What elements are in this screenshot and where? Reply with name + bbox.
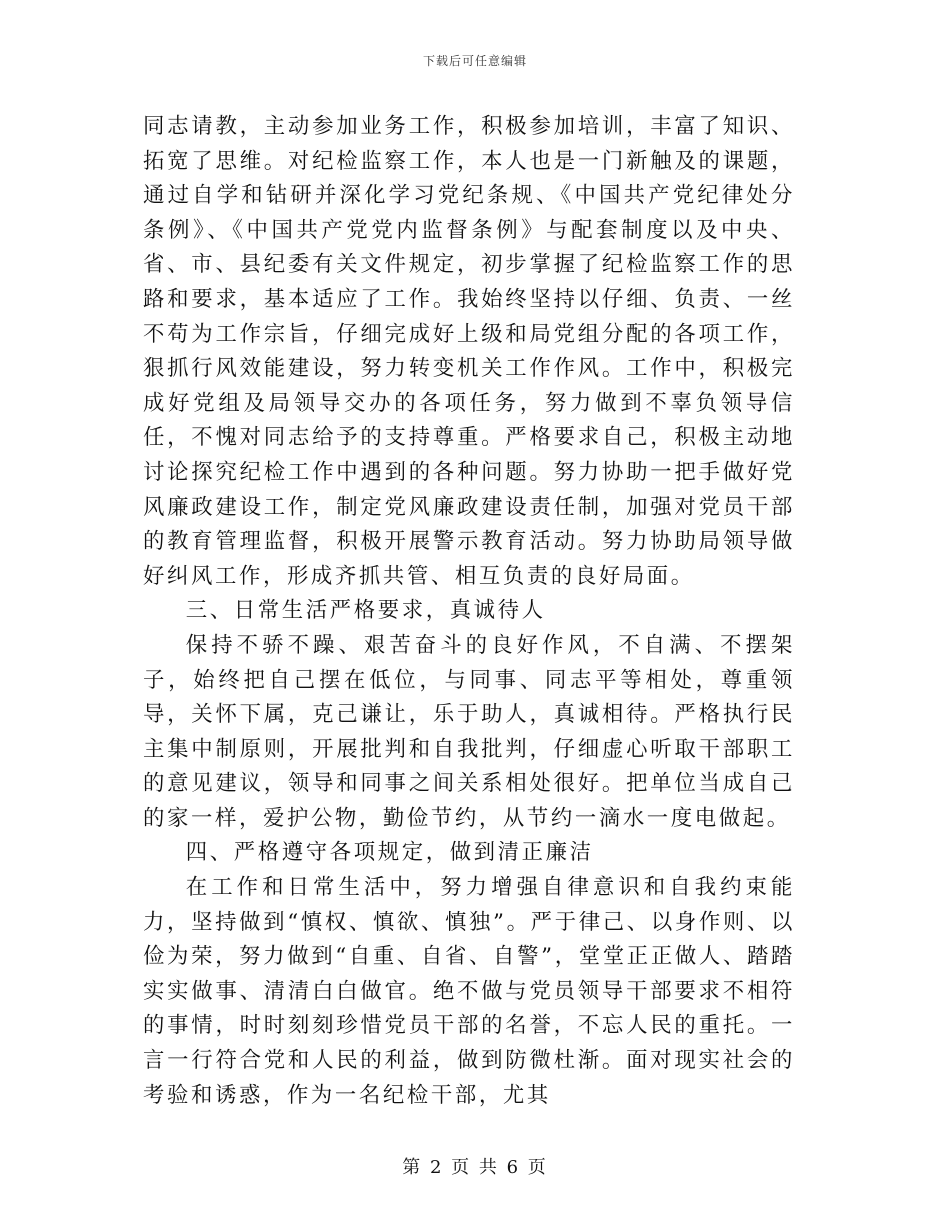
section-heading-four: 四、严格遵守各项规定，做到清正廉洁 <box>185 840 594 866</box>
page-header: 下载后可任意编辑 <box>422 54 527 68</box>
paragraph-daily-life: 保持不骄不躁、艰苦奋斗的良好作风，不自满、不摆架子，始终把自己摆在低位，与同事、同志平等相处，尊重领导，关怀下属，克己谦让，乐于助人，真诚相待。严格执行民主集中制原则，开展批判和自我批判，仔细虚心听取干部职工的意见建议，领导和同事之间关系相处很好。把单位当成自己的家一样，爱护公物，勤俭节约，从节约一滴水一度电做起。 <box>143 632 795 831</box>
page-footer-page-number: 第 2 页 共 6 页 <box>402 1157 548 1178</box>
document-body <box>143 110 795 1113</box>
section-heading-three: 三、日常生活严格要求，真诚待人 <box>185 598 546 624</box>
paragraph-integrity: 在工作和日常生活中，努力增强自律意识和自我约束能力，坚持做到“慎权、慎欲、慎独”。严于律己、以身作则、以俭为荣，努力做到“自重、自省、自警”，堂堂正正做人、踏踏实实做事、清清白白做官。绝不做与党员领导干部要求不相符的事情，时时刻刻珍惜党员干部的名誉，不忘人民的重托。一言一行符合党和人民的利益，做到防微杜渐。面对现实社会的考验和诱惑，作为一名纪检干部，尤其 <box>143 875 795 1108</box>
paragraph-continuation: 同志请教，主动参加业务工作，积极参加培训，丰富了知识、拓宽了思维。对纪检监察工作，本人也是一门新触及的课题，通过自学和钻研并深化学习党纪条规、《中国共产党纪律处分条例》、《中国共产党党内监督条例》与配套制度以及中央、省、市、县纪委有关文件规定，初步掌握了纪检监察工作的思路和要求，基本适应了工作。我始终坚持以仔细、负责、一丝不苟为工作宗旨，仔细完成好上级和局党组分配的各项工作，狠抓行风效能建设，努力转变机关工作作风。工作中，积极完成好党组及局领导交办的各项任务，努力做到不辜负领导信任，不愧对同志给予的支持尊重。严格要求自己，积极主动地讨论探究纪检工作中遇到的各种问题。努力协助一把手做好党风廉政建设工作，制定党风廉政建设责任制，加强对党员干部的教育管理监督，积极开展警示教育活动。努力协助局领导做好纠风工作，形成齐抓共管、相互负责的良好局面。 <box>143 114 795 589</box>
